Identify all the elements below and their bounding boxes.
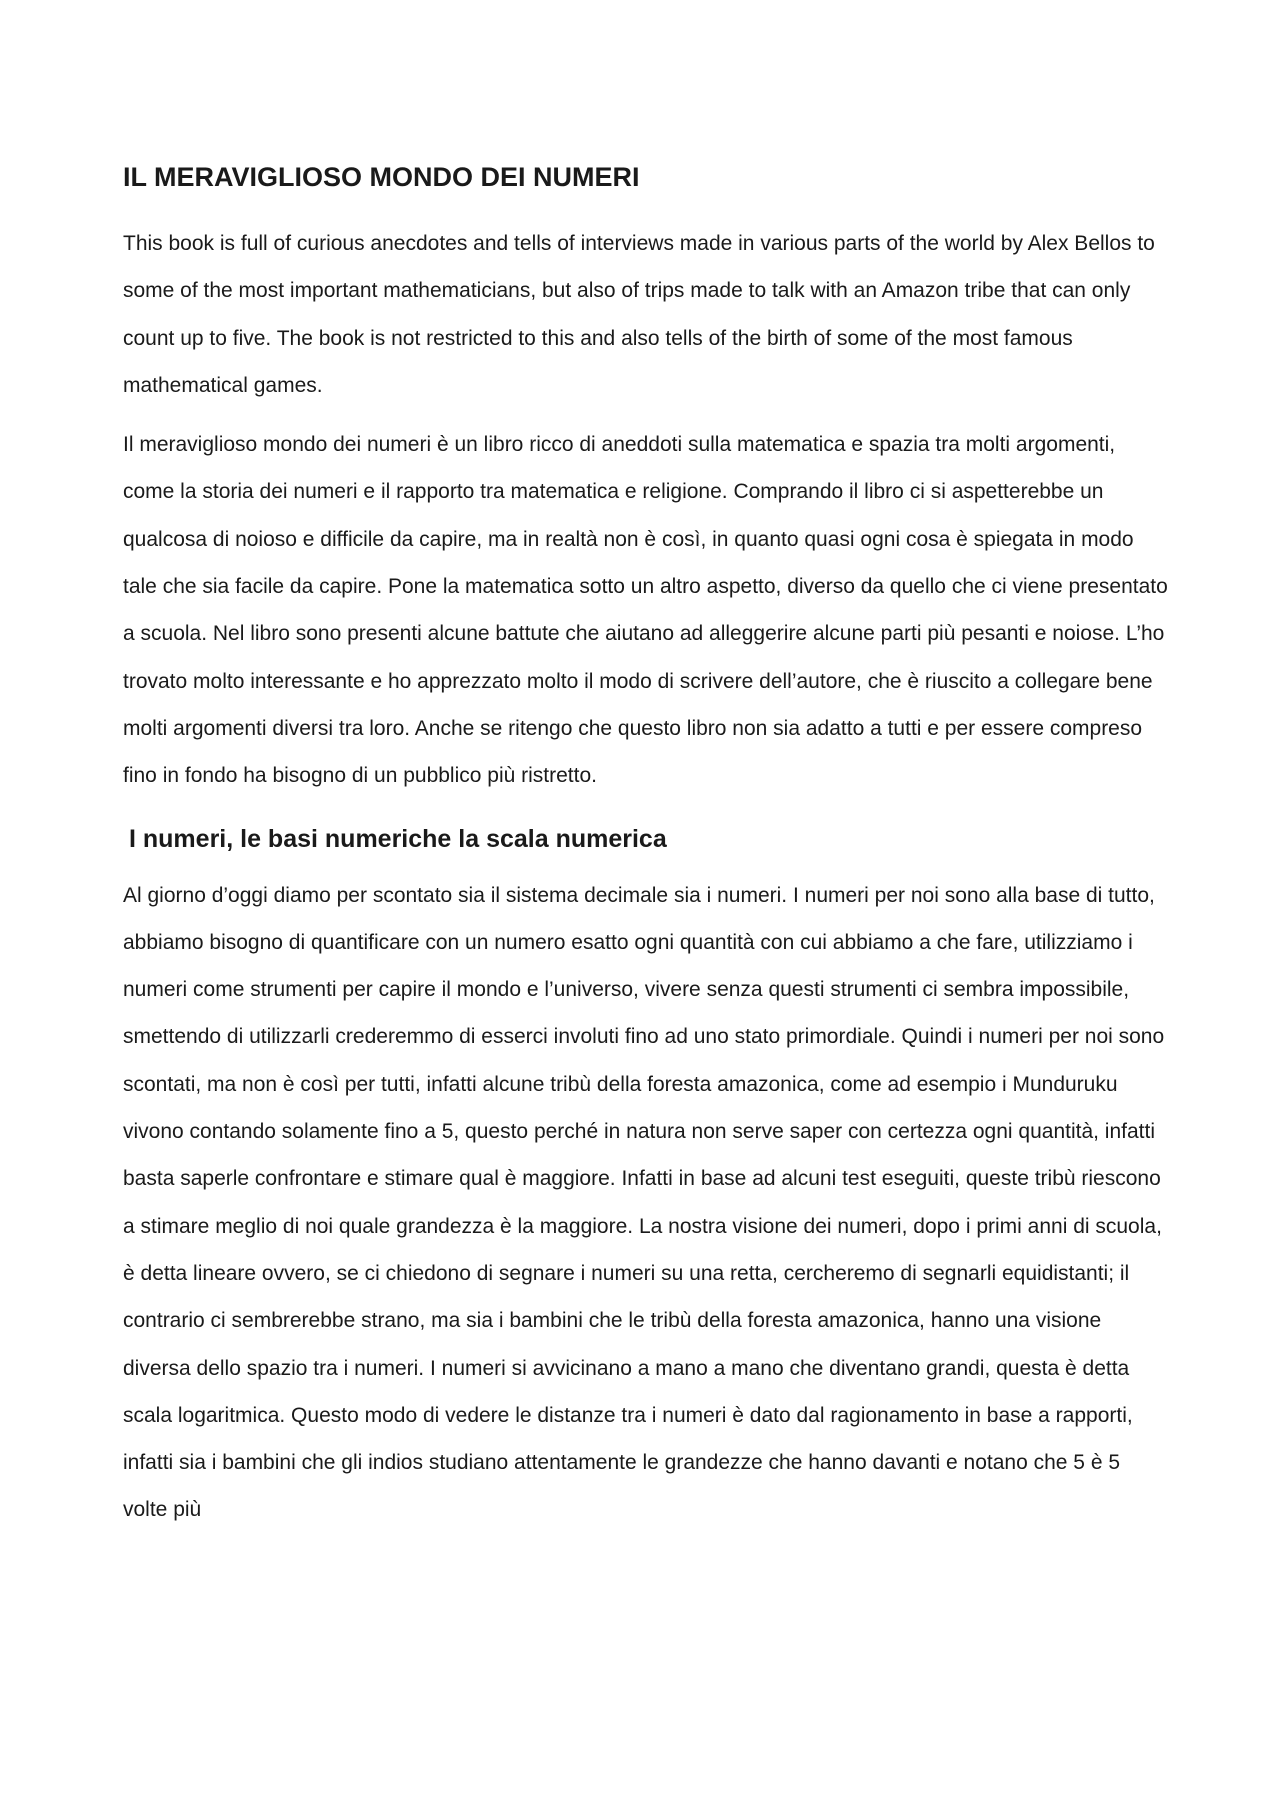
document-title: IL MERAVIGLIOSO MONDO DEI NUMERI (123, 162, 640, 192)
document-body (123, 150, 1168, 1546)
section-heading: I numeri, le basi numeriche la scala numerica (129, 824, 667, 853)
intro-paragraph-english: This book is full of curious anecdotes and tells of interviews made in various parts of the world by Alex Bellos to some of the most important mathematicians, but also of trips made to talk with an Amazon tribe that can only count up to five. The book is not restricted to this and also tells of the birth of some of the most famous mathematical games. (123, 232, 1155, 397)
intro-paragraph-italian: Il meraviglioso mondo dei numeri è un libro ricco di aneddoti sulla matematica e spazia tra molti argomenti, come la storia dei numeri e il rapporto tra matematica e religione. Comprando il libro ci si aspetterebbe un qualcosa di noioso e difficile da capire, ma in realtà non è così, in quanto quasi ogni cosa è spiegata in modo tale che sia facile da capire. Pone la matematica sotto un altro aspetto, diverso da quello che ci viene presentato a scuola. Nel libro sono presenti alcune battute che aiutano ad alleggerire alcune parti più pesanti e noiose. L’ho trovato molto interessante e ho apprezzato molto il modo di scrivere dell’autore, che è riuscito a collegare bene molti argomenti diversi tra loro. Anche se ritengo che questo libro non sia adatto a tutti e per essere compreso fino in fondo ha bisogno di un pubblico più ristretto. (123, 433, 1168, 788)
section-paragraph: Al giorno d’oggi diamo per scontato sia il sistema decimale sia i numeri. I numeri per noi sono alla base di tutto, abbiamo bisogno di quantificare con un numero esatto ogni quantità con cui abbiamo a che fare, utilizziamo i numeri come strumenti per capire il mondo e l’universo, vivere senza questi strumenti ci sembra impossibile, smettendo di utilizzarli crederemmo di esserci involuti fino ad uno stato primordiale. Quindi i numeri per noi sono scontati, ma non è così per tutti, infatti alcune tribù della foresta amazonica, come ad esempio i Munduruku vivono contando solamente fino a 5, questo perché in natura non serve saper con certezza ogni quantità, infatti basta saperle confrontare e stimare qual è maggiore. Infatti in base ad alcuni test eseguiti, queste tribù riescono a stimare meglio di noi quale grandezza è la maggiore. La nostra visione dei numeri, dopo i primi anni di scuola, è detta lineare ovvero, se ci chiedono di segnare i numeri su una retta, cercheremo di segnarli equidistanti; il contrario ci sembrerebbe strano, ma sia i bambini che le tribù della foresta amazonica, hanno una visione diversa dello spazio tra i numeri. I numeri si avvicinano a mano a mano che diventano grandi, questa è detta scala logaritmica. Questo modo di vedere le distanze tra i numeri è dato dal ragionamento in base a rapporti, infatti sia i bambini che gli indios studiano attentamente le grandezze che hanno davanti e notano che 5 è 5 volte più (123, 883, 1165, 1522)
